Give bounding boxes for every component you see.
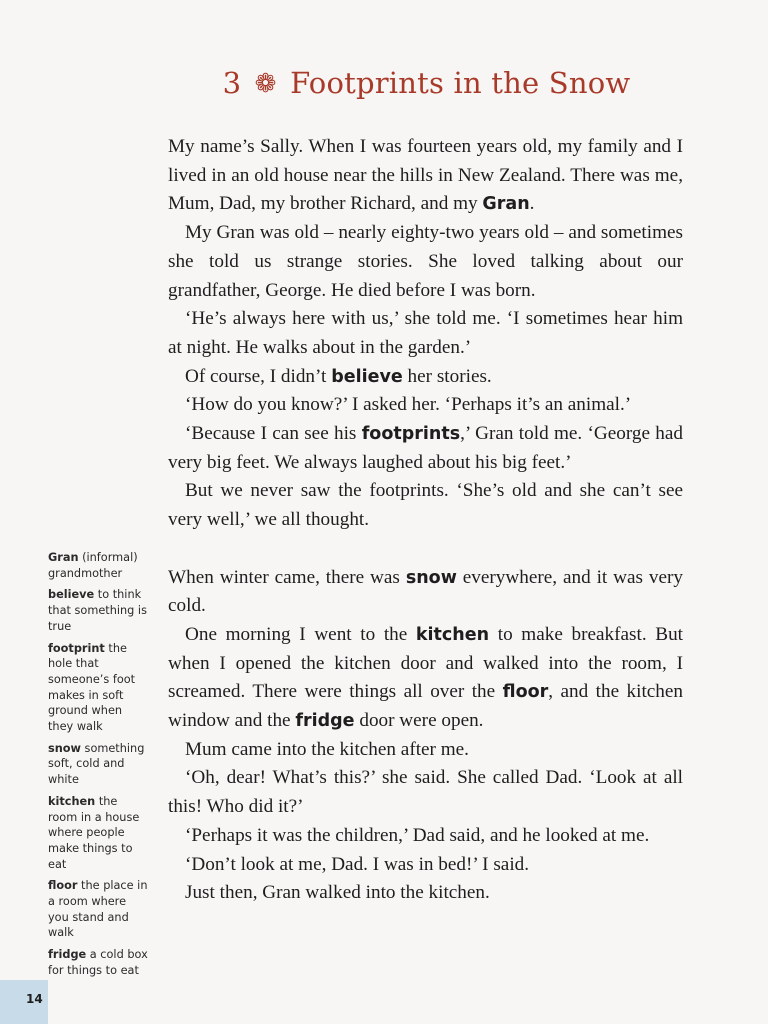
paragraph-text: everywhere, and it was very cold.	[168, 566, 683, 617]
paragraph-text: Mum came into the kitchen after me.	[185, 738, 469, 760]
paragraph-text: My Gran was old – nearly eighty-two years old – and sometimes she told us strange stories. She loved talking about our grandfather, George. He died before I was born.	[168, 222, 683, 301]
paragraph-text: My name’s Sally. When I was fourteen years old, my family and I lived in an old house near the hills in New Zealand. There was me, Mum, Dad, my brother Richard, and my	[168, 136, 683, 215]
glossary-definition: a cold box for things to eat	[48, 948, 148, 977]
flower-ornament-icon: ❁	[254, 69, 277, 99]
glossary-entry	[48, 794, 150, 873]
glossary-definition: the place in a room where you stand and walk	[48, 879, 148, 940]
glossary-definition: (informal) grandmother	[48, 551, 138, 580]
glossary-term: believe	[48, 588, 95, 602]
story-paragraph	[168, 621, 683, 736]
glossary-word: believe	[331, 366, 403, 387]
paragraph-text: her stories.	[402, 365, 492, 387]
glossary-term: kitchen	[48, 794, 96, 808]
story-paragraph	[168, 879, 683, 908]
paragraph-text: ,’ Gran told me. ‘George had very big feet. We always laughed about his big feet.’	[168, 423, 683, 473]
glossary-word: fridge	[295, 711, 355, 732]
glossary-word: kitchen	[415, 624, 490, 645]
glossary-term: Gran	[48, 551, 79, 564]
chapter-title	[0, 66, 768, 100]
paragraph-text: But we never saw the footprints. ‘She’s old and she can’t see very well,’ we all thought.	[168, 480, 683, 531]
story-paragraph	[168, 391, 683, 420]
story-paragraph	[168, 851, 683, 880]
paragraph-text: Of course, I didn’t	[185, 365, 332, 387]
paragraph-text: door were open.	[354, 710, 484, 732]
glossary-word: floor	[502, 682, 549, 703]
glossary-term: snow	[48, 741, 81, 755]
story-paragraph	[168, 822, 683, 851]
story-paragraph	[168, 764, 683, 821]
paragraph-text: When winter came, there was	[168, 566, 406, 588]
paragraph-text: ‘Because I can see his	[185, 423, 362, 445]
story-paragraph	[168, 219, 683, 305]
glossary-entry	[48, 878, 150, 941]
paragraph-text: One morning I went to the	[185, 623, 416, 645]
glossary-word: footprints	[361, 424, 461, 445]
story-paragraph	[168, 305, 683, 362]
glossary-sidebar	[48, 550, 150, 985]
paragraph-text: .	[529, 193, 535, 215]
page-number-tab	[0, 980, 48, 1024]
glossary-word: snow	[405, 567, 457, 588]
paragraph-text: ‘He’s always here with us,’ she told me. ‘I sometimes hear him at night. He walks about in the garden.’	[168, 308, 683, 358]
paragraph-text: ‘Don’t look at me, Dad. I was in bed!’ I said.	[185, 853, 530, 875]
story-paragraph	[168, 133, 683, 219]
paragraph-text: to make breakfast. But when I opened the kitchen door and walked into the room, I screamed. There were things all over the	[168, 623, 683, 703]
page-number: 14	[26, 992, 43, 1006]
story-text	[168, 133, 683, 908]
glossary-term: footprint	[48, 641, 105, 655]
paragraph-text: , and the kitchen window and the	[168, 681, 684, 732]
paragraph-text: ‘Perhaps it was the children,’ Dad said, and he looked at me.	[185, 824, 650, 846]
paragraph-text: ‘Oh, dear! What’s this?’ she said. She called Dad. ‘Look at all this! Who did it?’	[168, 767, 683, 818]
glossary-definition: the room in a house where people make things to eat	[48, 794, 140, 871]
chapter-number: 3	[222, 66, 242, 100]
glossary-term: fridge	[48, 948, 87, 962]
glossary-entry	[48, 947, 150, 978]
glossary-entry	[48, 741, 150, 788]
story-paragraph	[168, 736, 683, 765]
paragraph-text: Just then, Gran walked into the kitchen.	[185, 882, 490, 904]
story-paragraph	[168, 564, 683, 621]
glossary-definition: something soft, cold and white	[48, 741, 145, 787]
glossary-entry	[48, 641, 150, 735]
glossary-term: floor	[48, 879, 78, 893]
story-paragraph	[168, 420, 683, 477]
glossary-definition: the hole that someone’s foot makes in soft ground when they walk	[48, 641, 136, 734]
glossary-definition: to think that something is true	[48, 588, 147, 633]
glossary-word: Gran	[482, 194, 530, 215]
glossary-entry	[48, 550, 150, 581]
chapter-title-text: Footprints in the Snow	[290, 66, 631, 100]
paragraph-text: ‘How do you know?’ I asked her. ‘Perhaps it’s an animal.’	[185, 394, 632, 416]
story-paragraph	[168, 363, 683, 392]
story-paragraph	[168, 477, 683, 534]
glossary-entry	[48, 587, 150, 634]
